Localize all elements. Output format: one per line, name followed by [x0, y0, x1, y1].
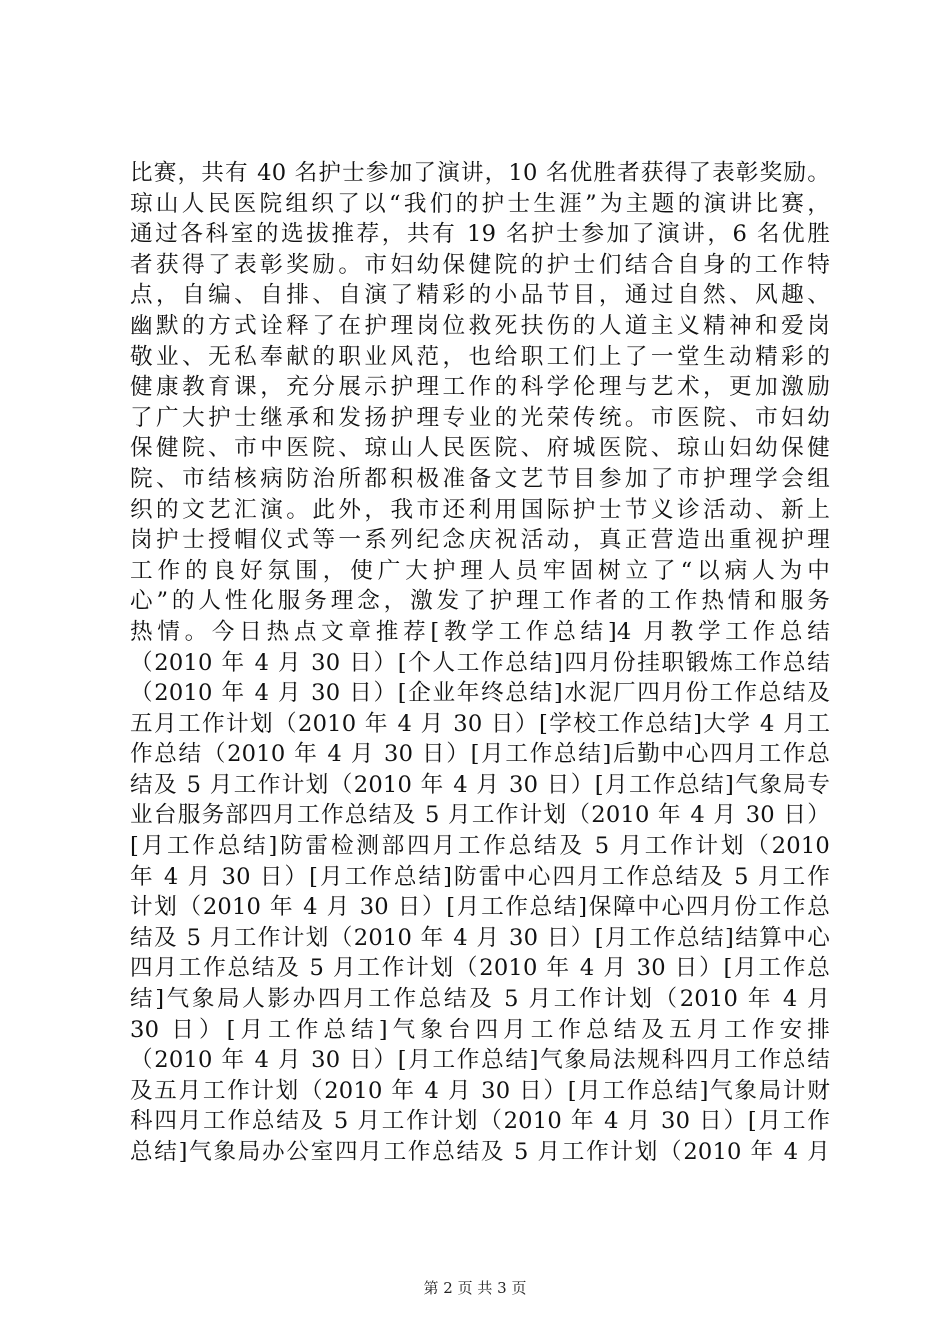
text-line: 敬业、无私奉献的职业风范，也给职工们上了一堂生动精彩的	[130, 343, 830, 370]
text-line: 了广大护士继承和发扬护理专业的光荣传统。市医院、市妇幼	[130, 404, 830, 431]
text-line: 心”的人性化服务理念，激发了护理工作者的工作热情和服务	[130, 588, 830, 615]
text-line: 点，自编、自排、自演了精彩的小品节目，通过自然、风趣、	[130, 282, 830, 309]
text-line: 织的文艺汇演。此外，我市还利用国际护士节义诊活动、新上	[130, 496, 830, 523]
text-line: 科四月工作总结及 5 月工作计划（2010 年 4 月 30 日）[月工作	[130, 1108, 830, 1135]
text-line: 30 日）[月工作总结]气象台四月工作总结及五月工作安排	[130, 1016, 830, 1043]
text-line: 四月工作总结及 5 月工作计划（2010 年 4 月 30 日）[月工作总	[130, 955, 830, 982]
text-line: 业台服务部四月工作总结及 5 月工作计划（2010 年 4 月 30 日）	[130, 802, 830, 829]
text-line: 比赛，共有 40 名护士参加了演讲，10 名优胜者获得了表彰奖励。	[130, 160, 830, 186]
text-line: （2010 年 4 月 30 日）[个人工作总结]四月份挂职锻炼工作总结	[130, 649, 830, 676]
text-line: 保健院、市中医院、琼山人民医院、府城医院、琼山妇幼保健	[130, 435, 830, 462]
page-footer: 第 2 页 共 3 页	[423, 1279, 527, 1297]
text-line: 结及 5 月工作计划（2010 年 4 月 30 日）[月工作总结]结算中心	[130, 924, 830, 951]
body-text	[130, 158, 830, 1168]
text-line: 院、市结核病防治所都积极准备文艺节目参加了市护理学会组	[130, 465, 830, 492]
text-line: 岗护士授帽仪式等一系列纪念庆祝活动，真正营造出重视护理	[130, 527, 830, 554]
text-line: 作总结（2010 年 4 月 30 日）[月工作总结]后勤中心四月工作总	[130, 741, 830, 768]
text-line: [月工作总结]防雷检测部四月工作总结及 5 月工作计划（2010	[130, 833, 830, 860]
text-line: 计划（2010 年 4 月 30 日）[月工作总结]保障中心四月份工作总	[130, 894, 830, 921]
text-line: 幽默的方式诠释了在护理岗位救死扶伤的人道主义精神和爱岗	[130, 312, 830, 339]
text-line: 结及 5 月工作计划（2010 年 4 月 30 日）[月工作总结]气象局专	[130, 771, 830, 798]
text-line: 通过各科室的选拔推荐，共有 19 名护士参加了演讲，6 名优胜	[130, 221, 830, 248]
text-line: 五月工作计划（2010 年 4 月 30 日）[学校工作总结]大学 4 月工	[130, 710, 830, 737]
text-line: 琼山人民医院组织了以“我们的护士生涯”为主题的演讲比赛，	[130, 190, 830, 217]
text-line: （2010 年 4 月 30 日）[企业年终总结]水泥厂四月份工作总结及	[130, 680, 830, 707]
text-line: 热情。今日热点文章推荐[教学工作总结]4 月教学工作总结	[130, 618, 830, 645]
text-line: 总结]气象局办公室四月工作总结及 5 月工作计划（2010 年 4 月	[130, 1139, 830, 1165]
text-line: 工作的良好氛围，使广大护理人员牢固树立了“以病人为中	[130, 557, 830, 584]
text-line: （2010 年 4 月 30 日）[月工作总结]气象局法规科四月工作总结	[130, 1047, 830, 1074]
text-line: 及五月工作计划（2010 年 4 月 30 日）[月工作总结]气象局计财	[130, 1077, 830, 1104]
text-line: 年 4 月 30 日）[月工作总结]防雷中心四月工作总结及 5 月工作	[130, 863, 830, 890]
text-line: 健康教育课，充分展示护理工作的科学伦理与艺术，更加激励	[130, 374, 830, 401]
text-line: 结]气象局人影办四月工作总结及 5 月工作计划（2010 年 4 月	[130, 986, 830, 1013]
text-line: 者获得了表彰奖励。市妇幼保健院的护士们结合自身的工作特	[130, 251, 830, 278]
